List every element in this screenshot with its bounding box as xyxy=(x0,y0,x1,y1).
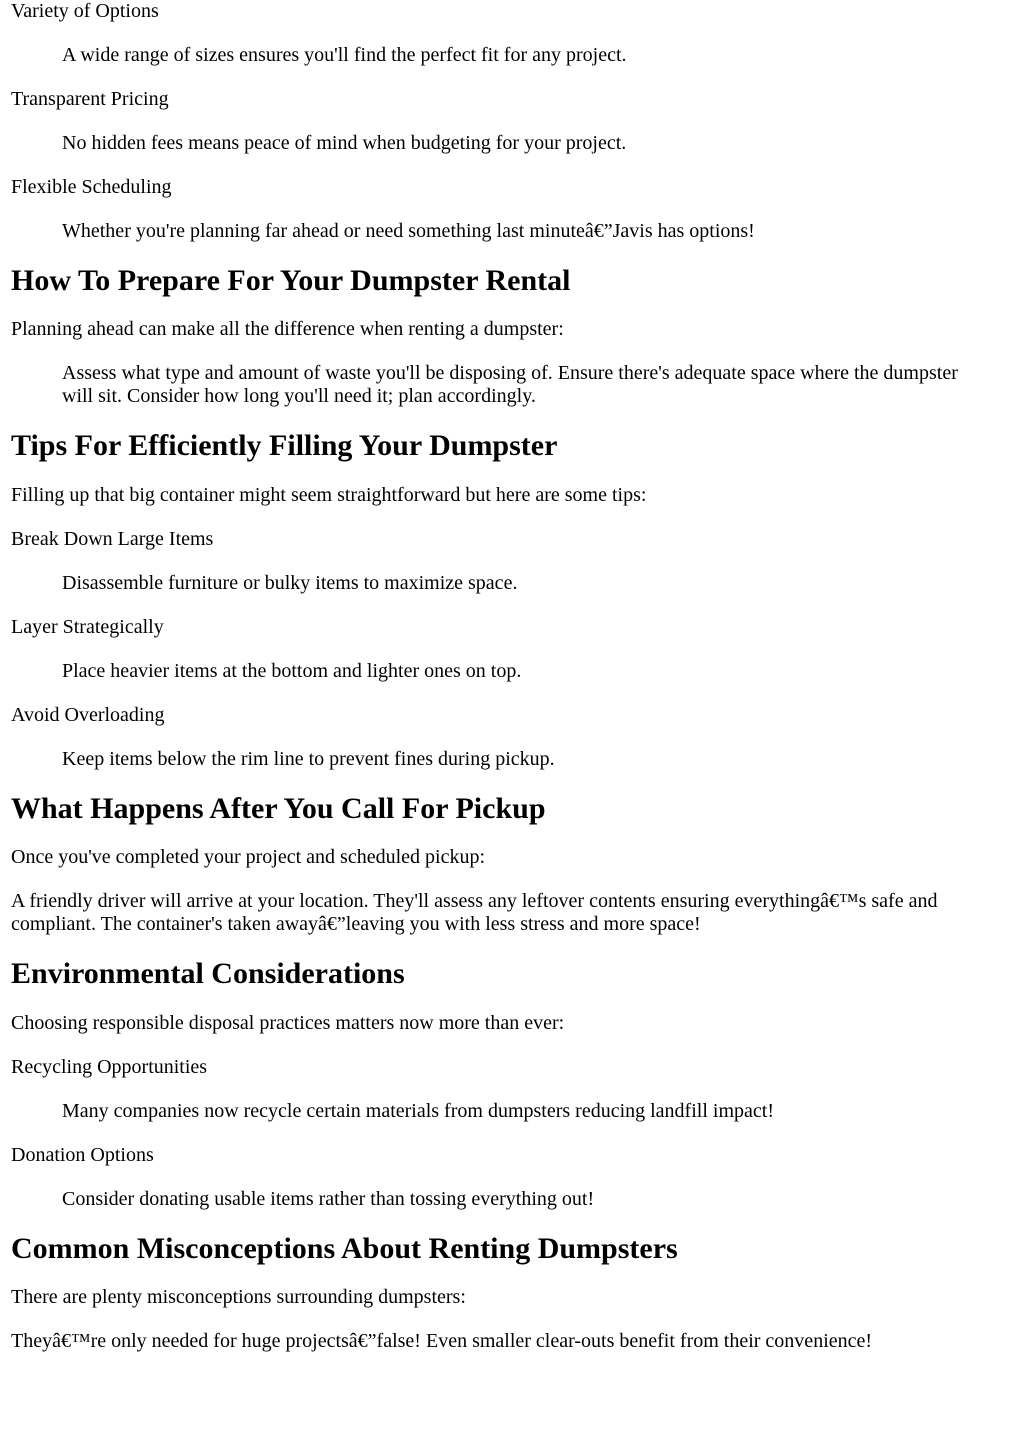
term-variety-of-options: Variety of Options xyxy=(11,0,159,22)
heading-pickup: What Happens After You Call For Pickup xyxy=(11,792,546,825)
misconceptions-body: Theyâ€™re only needed for huge projectsâ€”false! Even smaller clear-outs benefit from their convenience! xyxy=(11,1330,873,1352)
term-layer: Layer Strategically xyxy=(11,616,164,638)
prepare-intro: Planning ahead can make all the difference when renting a dumpster: xyxy=(11,318,564,340)
misconceptions-intro: There are plenty misconceptions surrounding dumpsters: xyxy=(11,1286,466,1308)
desc-transparent-pricing: No hidden fees means peace of mind when budgeting for your project. xyxy=(62,132,627,154)
term-recycling: Recycling Opportunities xyxy=(11,1056,208,1078)
environment-intro: Choosing responsible disposal practices matters now more than ever: xyxy=(11,1012,565,1034)
prepare-quote: Assess what type and amount of waste you'll be disposing of. Ensure there's adequate space where the dumpster will sit. Consider how long you'll need it; plan accordingly. xyxy=(62,362,958,407)
desc-layer: Place heavier items at the bottom and lighter ones on top. xyxy=(62,660,522,682)
pickup-body: A friendly driver will arrive at your location. They'll assess any leftover contents ensuring everythingâ€™s safe and compliant. The container's taken awayâ€”leaving you with less stress and more space! xyxy=(11,890,938,935)
desc-break-down: Disassemble furniture or bulky items to maximize space. xyxy=(62,572,518,594)
term-break-down: Break Down Large Items xyxy=(11,528,214,550)
desc-avoid-overloading: Keep items below the rim line to prevent fines during pickup. xyxy=(62,748,555,770)
term-avoid-overloading: Avoid Overloading xyxy=(11,704,165,726)
pickup-intro: Once you've completed your project and scheduled pickup: xyxy=(11,846,486,868)
term-transparent-pricing: Transparent Pricing xyxy=(11,88,169,110)
heading-prepare: How To Prepare For Your Dumpster Rental xyxy=(11,264,571,297)
desc-variety-of-options: A wide range of sizes ensures you'll find the perfect fit for any project. xyxy=(62,44,627,66)
desc-recycling: Many companies now recycle certain materials from dumpsters reducing landfill impact! xyxy=(62,1100,774,1122)
desc-donation: Consider donating usable items rather than tossing everything out! xyxy=(62,1188,595,1210)
term-donation: Donation Options xyxy=(11,1144,154,1166)
heading-environment: Environmental Considerations xyxy=(11,957,405,990)
term-flexible-scheduling: Flexible Scheduling xyxy=(11,176,172,198)
tips-intro: Filling up that big container might seem straightforward but here are some tips: xyxy=(11,484,647,506)
heading-misconceptions: Common Misconceptions About Renting Dumpsters xyxy=(11,1232,678,1265)
heading-tips: Tips For Efficiently Filling Your Dumpster xyxy=(11,429,558,462)
desc-flexible-scheduling: Whether you're planning far ahead or need something last minuteâ€”Javis has options! xyxy=(62,220,755,242)
